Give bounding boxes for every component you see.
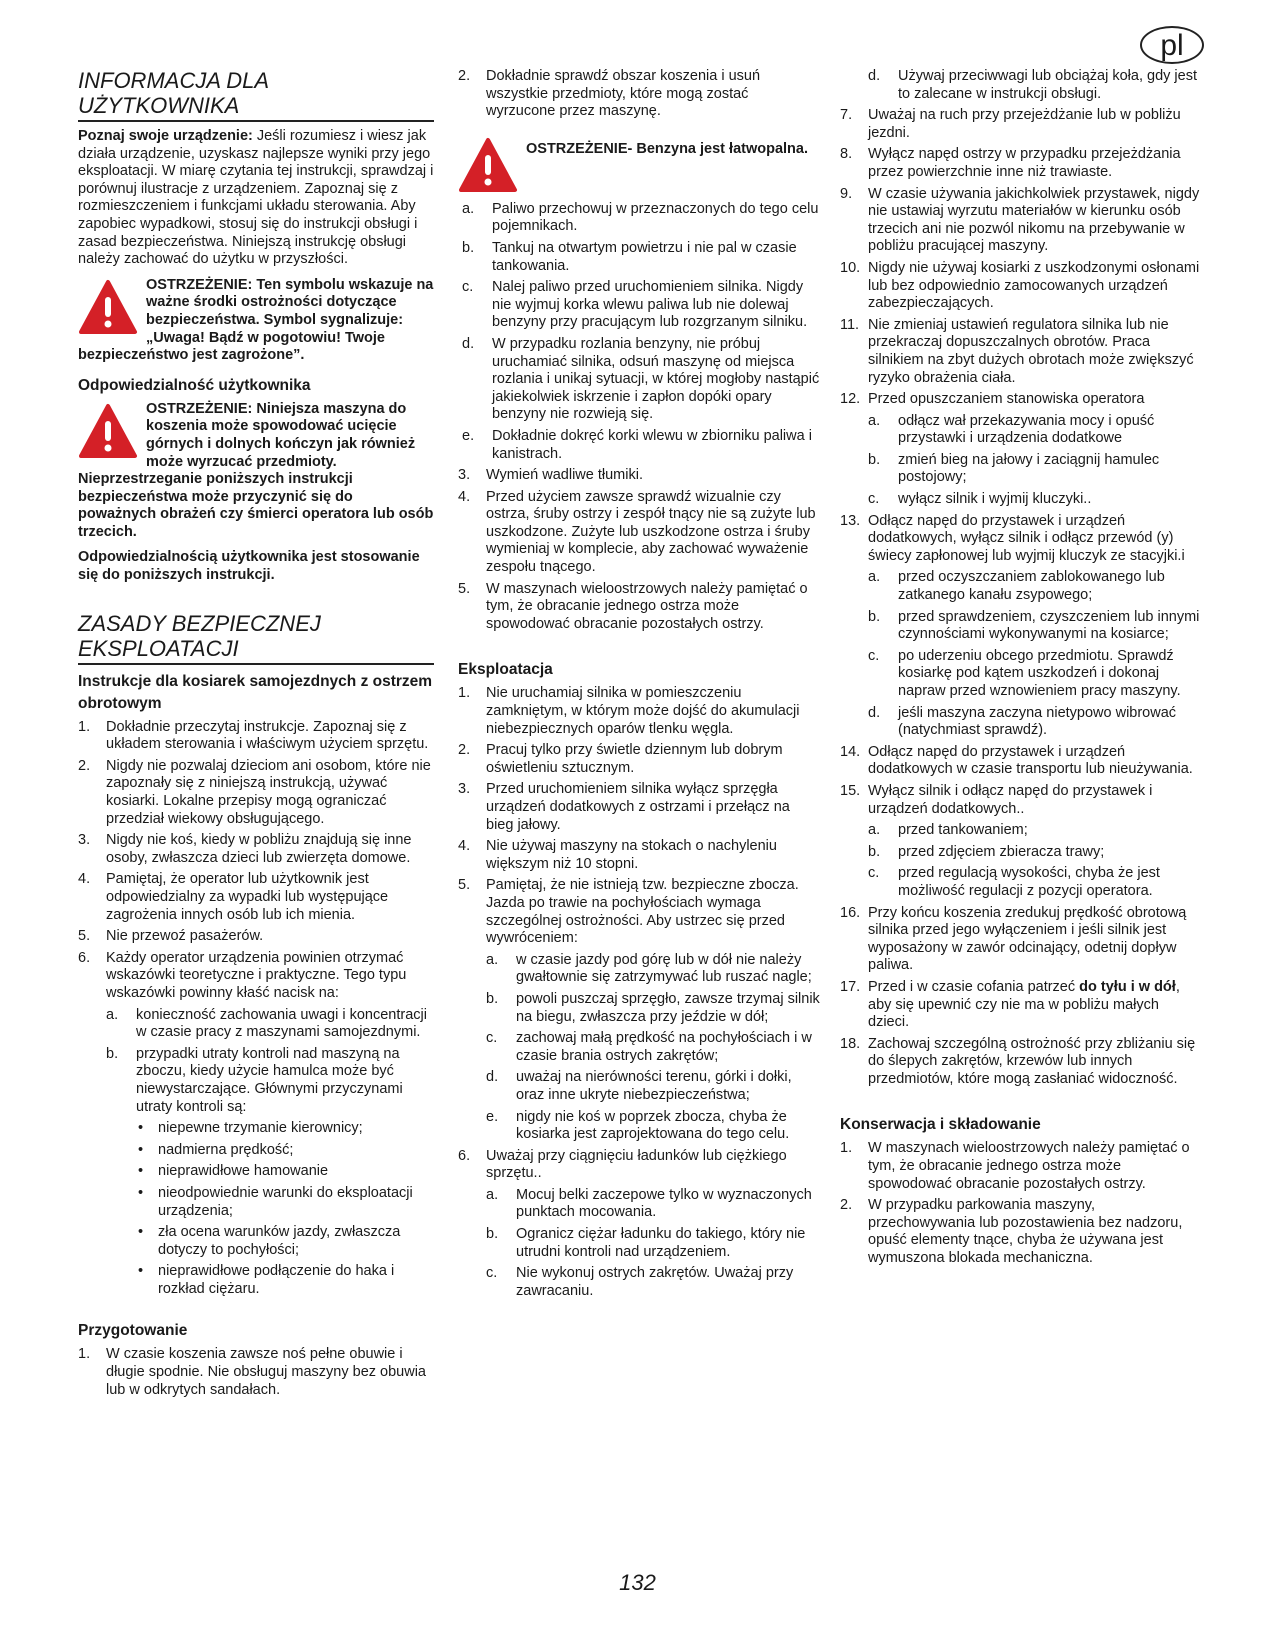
item-text: konieczność zachowania uwagi i koncentracji w czasie pracy z maszynami samojezdnymi. — [136, 1006, 427, 1041]
item-letter: b. — [106, 1045, 119, 1062]
item-letter: b. — [868, 843, 881, 860]
item-text: Pamiętaj, że operator lub użytkownik jest odpowiedzialny za wypadki lub występujące zagrożenia innych osób lub ich mienia. — [106, 871, 389, 923]
item-text: Pamiętaj, że nie istnieją tzw. bezpieczne zbocza. Jazda po trawie na pochyłościach wymaga szczególnej ostrożności. Aby ustrzec się przed wywróceniem: — [486, 877, 799, 947]
item-number: 4. — [458, 838, 471, 855]
list-item — [458, 838, 820, 873]
item-text: Nie przewoź pasażerów. — [106, 928, 264, 945]
item-text: wyłącz silnik i wyjmij kluczyki.. — [898, 491, 1092, 508]
title-line-2: UŻYTKOWNIKA — [78, 93, 240, 118]
item-text: przypadki utraty kontroli nad maszyną na zboczu, kiedy użycie hamulca może być niewystarczające. Głównymi przyczynami utraty kontroli są: — [136, 1045, 403, 1115]
item-letter: e. — [486, 1108, 499, 1125]
item-text: Odłącz napęd do przystawek i urządzeń dodatkowych w czasie transportu lub nieużywania. — [868, 743, 1193, 778]
item-number: 10. — [840, 259, 861, 276]
bullet-item: • nadmierna prędkość; — [136, 1142, 434, 1160]
sub-list — [868, 822, 1202, 900]
list-item — [458, 685, 820, 738]
list-item — [840, 317, 1202, 387]
sub-item — [106, 1046, 434, 1299]
sub-item — [486, 1109, 820, 1144]
item-text: Nie wykonuj ostrych zakrętów. Uważaj przy zawracaniu. — [516, 1265, 794, 1299]
warning-icon — [78, 279, 138, 335]
item-text: Przed użyciem zawsze sprawdź wizualnie czy ostrza, śruby ostrzy i zespół tnący nie są zużyte lub uszkodzone. Zużyte lub uszkodzone ostrza i śruby wymieniaj w komplecie, aby zachować wyważenie zespołu tnącego. — [486, 488, 816, 576]
warning-text: OSTRZEŻENIE: Niniejsza maszyna do koszenia może spowodować ucięcie górnych i dolnych kończyn jak również może wyrzucać przedmioty. Nieprzestrzeganie poniższych instrukcji bezpieczeństwa może przyczynić się do poważnych obrażeń czy śmierci operatora lub osób trzecich. — [78, 400, 434, 540]
instruction-list — [78, 719, 434, 1299]
item-text-bold: do tyłu i w dół — [1079, 978, 1176, 995]
item-text: przed zdjęciem zbieracza trawy; — [898, 843, 1105, 860]
item-text: W czasie używania jakichkolwiek przystawek, nigdy nie ustawiaj wyrzutu materiałów w kierunku osób trzecich ani nie pozwól nikomu na przebywanie w pobliżu pracującej maszyny. — [868, 185, 1200, 255]
page-number: 132 — [619, 1570, 656, 1595]
item-text: uważaj na nierówności terenu, górki i dołki, oraz inne ukryte niebezpieczeństwa; — [516, 1069, 792, 1103]
item-number: 1. — [458, 685, 471, 702]
item-text: Dokładnie sprawdź obszar koszenia i usuń wszystkie przedmioty, które mogą zostać wyrzucone przez maszynę. — [486, 68, 761, 120]
bullet-item: • nieprawidłowe podłączenie do haka i rozkład ciężaru. — [136, 1263, 434, 1298]
item-number: 2. — [458, 68, 471, 84]
list-item — [458, 877, 820, 1143]
item-text: Nie uruchamiaj silnika w pomieszczeniu zamkniętym, w którym może dojść do akumulacji niebezpiecznych oparów tlenku węgla. — [486, 685, 800, 737]
item-number: 18. — [840, 1035, 861, 1052]
sub-item — [868, 491, 1202, 509]
item-number: 3. — [458, 467, 471, 484]
item-letter: b. — [868, 608, 881, 625]
item-text: zmień bieg na jałowy i zaciągnij hamulec postojowy; — [898, 451, 1160, 486]
sub-list — [486, 1187, 820, 1301]
sub-item — [868, 68, 1202, 103]
item-number: 14. — [840, 743, 861, 760]
item-text: zachowaj małą prędkość na pochyłościach i w czasie brania ostrych zakrętów; — [516, 1030, 812, 1064]
sub-list — [486, 952, 820, 1144]
item-number: 4. — [78, 871, 91, 888]
title-line-2: EKSPLOATACJI — [78, 635, 239, 661]
sub-item — [486, 1226, 820, 1261]
item-letter: a. — [486, 1186, 499, 1203]
item-number: 1. — [78, 718, 91, 735]
bullet-item: • nieprawidłowe hamowanie — [136, 1163, 434, 1181]
item-number: 1. — [840, 1140, 853, 1157]
item-text: Pracuj tylko przy świetle dziennym lub dobrym oświetleniu sztucznym. — [486, 742, 783, 776]
sub-item — [486, 1069, 820, 1104]
item-text: Paliwo przechowuj w przeznaczonych do tego celu pojemnikach. — [492, 200, 819, 235]
item-text: nigdy nie koś w poprzek zbocza, chyba że kosiarka jest zaprojektowana do tego celu. — [516, 1108, 790, 1143]
sub-item — [486, 952, 820, 987]
item-letter: a. — [868, 822, 881, 839]
item-text: Przed uruchomieniem silnika wyłącz sprzęgła urządzeń dodatkowych z ostrzami i przełącz na bieg jałowy. — [486, 781, 790, 833]
sub-item — [106, 1007, 434, 1042]
item-letter: d. — [462, 335, 475, 352]
title-line-1: INFORMACJA DLA — [78, 68, 270, 93]
item-letter: b. — [462, 239, 475, 256]
item-text: W maszynach wieloostrzowych należy pamiętać o tym, że obracanie jednego ostrza może spowodować obracanie pozostałych ostrzy. — [486, 580, 808, 632]
item-text: przed sprawdzeniem, czyszczeniem lub innymi czynnościami wykonywanymi na kosiarce; — [898, 608, 1200, 643]
list-item — [840, 391, 1202, 509]
warning-text: OSTRZEŻENIE: Ten symbolu wskazuje na ważne środki ostrożności dotyczące bezpieczeństwa. Symbol sygnalizuje: „Uwaga! Bądź w pogotowiu! Twoje bezpieczeństwo jest zagrożone”. — [78, 276, 434, 364]
list-item — [78, 928, 434, 946]
item-letter: d. — [868, 68, 881, 84]
sub-item — [486, 991, 820, 1026]
column-3 — [840, 68, 1202, 1272]
warning-block-mower — [78, 401, 434, 542]
heading-mower-instructions: Instrukcje dla kosiarek samojezdnych z ostrzem obrotowym — [78, 672, 433, 712]
item-letter: a. — [462, 200, 475, 217]
bullet-item: • niepewne trzymanie kierownicy; — [136, 1120, 434, 1138]
section-title-user-info — [78, 68, 434, 122]
item-letter: c. — [868, 491, 880, 508]
maintenance-list — [840, 1140, 1202, 1267]
item-text: Wyłącz silnik i odłącz napęd do przystawek i urządzeń dodatkowych.. — [868, 782, 1153, 817]
preparation-list — [78, 1346, 434, 1399]
item-text: Nalej paliwo przed uruchomieniem silnika. Nigdy nie wyjmuj korka wlewu paliwa lub nie dolewaj benzyny przy pracującym lub rozgrzanym silniku. — [492, 279, 808, 331]
list-item — [458, 467, 820, 485]
item-number: 16. — [840, 904, 861, 921]
item-number: 15. — [840, 782, 861, 799]
item-text: Każdy operator urządzenia powinien otrzymać wskazówki teoretyczne i praktyczne. Tego typu wskazówki powinny kłaść nacisk na: — [106, 949, 407, 1001]
sub-item — [868, 705, 1202, 740]
sub-item — [462, 240, 820, 275]
item-letter: e. — [462, 427, 475, 444]
list-item — [840, 260, 1202, 313]
item-number: 5. — [78, 928, 91, 945]
sub-item — [486, 1030, 820, 1065]
item-number: 11. — [840, 316, 860, 333]
intro-paragraph — [78, 128, 434, 269]
list-item — [78, 1346, 434, 1399]
item-text: jeśli maszyna zaczyna nietypowo wibrować (natychmiast sprawdź). — [898, 704, 1177, 739]
intro-text: Jeśli rozumiesz i wiesz jak działa urządzenie, uzyskasz najlepsze wyniki przy jego eksploatacji. W miarę czytania tej instrukcji, sprawdzaj i porównuj ilustracje z urządzeniem. Zapoznaj się z rozmieszczeniem i funkcjami układu sterowania. Aby zapobiec wypadkowi, stosuj się do instrukcji obsługi i zasad bezpieczeństwa. Niniejszą instrukcję obsługi należy zachować do użytku w przyszłości. — [78, 128, 434, 268]
item-text: , aby się upewnić czy nie ma w pobliżu małych dzieci. — [868, 978, 1180, 1031]
list-item — [458, 489, 820, 577]
title-line-1: ZASADY BEZPIECZNEJ — [78, 610, 321, 636]
item-number: 2. — [458, 742, 471, 759]
sub-item — [462, 428, 820, 463]
item-letter: c. — [868, 647, 880, 664]
list-item — [458, 68, 820, 121]
item-number: 12. — [840, 391, 861, 408]
item-text: Przed opuszczaniem stanowiska operatora — [868, 391, 1145, 408]
item-text: Nigdy nie używaj kosiarki z uszkodzonymi osłonami lub bez odpowiednio zamocowanych urządzeń zabezpieczających. — [868, 259, 1200, 312]
sub-list-cont — [868, 68, 1202, 103]
item-letter: d. — [486, 1069, 499, 1086]
item-letter: c. — [486, 1265, 498, 1282]
warning-icon — [458, 137, 518, 193]
list-item — [840, 107, 1202, 142]
operation-list — [458, 685, 820, 1300]
item-number: 8. — [840, 146, 853, 163]
item-letter: a. — [106, 1006, 119, 1023]
item-number: 6. — [78, 949, 91, 966]
item-text: Nigdy nie koś, kiedy w pobliżu znajdują się inne osoby, zwłaszcza dzieci lub zwierzęta domowe. — [106, 832, 412, 866]
item-letter: b. — [868, 451, 881, 468]
item-letter: a. — [868, 569, 881, 586]
item-number: 5. — [458, 580, 471, 597]
item-letter: c. — [462, 279, 474, 296]
item-text: Przy końcu koszenia zredukuj prędkość obrotową silnika przed jego wyłączeniem i jeśli silnik jest wyposażony w zawór odcinający, odetnij dopływ paliwa. — [868, 904, 1187, 974]
item-text: przed oczyszczaniem zablokowanego lub zatkanego kanału zsypowego; — [898, 569, 1165, 604]
warning-text: OSTRZEŻENIE- Benzyna jest łatwopalna. — [526, 140, 808, 157]
item-text: odłącz wał przekazywania mocy i opuść przystawki i urządzenia dodatkowe — [898, 412, 1155, 447]
list-item — [458, 781, 820, 834]
list-item — [840, 905, 1202, 975]
heading-user-responsibility: Odpowiedzialność użytkownika — [78, 376, 311, 394]
item-letter: b. — [486, 1226, 499, 1243]
item-text: W przypadku parkowania maszyny, przechowywania lub pozostawienia bez nadzoru, opuść elementy tnące, chyba że używana jest wymuszona blokada mechaniczna. — [868, 1197, 1183, 1267]
item-text: przed regulacją wysokości, chyba że jest możliwość regulacji z pozycji operatora. — [898, 865, 1160, 899]
fuel-list — [462, 201, 820, 463]
list-item — [840, 1197, 1202, 1267]
item-number: 3. — [78, 832, 91, 849]
list-item — [78, 871, 434, 924]
item-text: W przypadku rozlania benzyny, nie próbuj uruchamiać silnika, odsuń maszynę od miejsca rozlania i unikaj sytuacji, w której mogłoby nastąpić jakiekolwiek iskrzenie i zapłon dopóki opary benzyny nie rozwieją się. — [492, 335, 820, 423]
list-item — [840, 513, 1202, 740]
item-number: 17. — [840, 978, 861, 995]
item-number: 7. — [840, 107, 853, 124]
section-title-safety-rules — [78, 611, 434, 665]
item-text: przed tankowaniem; — [898, 822, 1028, 839]
item-text: Mocuj belki zaczepowe tylko w wyznaczonych punktach mocowania. — [516, 1186, 812, 1221]
bullet-item: • nieodpowiednie warunki do eksploatacji urządzenia; — [136, 1185, 434, 1220]
warning-block-fuel — [458, 135, 820, 193]
list-item — [840, 783, 1202, 901]
item-number: 13. — [840, 512, 861, 529]
list-item — [840, 979, 1202, 1032]
sub-item — [868, 569, 1202, 604]
item-text: w czasie jazdy pod górę lub w dół nie należy gwałtownie się zatrzymywać lub ruszać nagle; — [516, 951, 812, 986]
item-number: 6. — [458, 1147, 471, 1164]
list-item — [840, 146, 1202, 181]
item-number: 4. — [458, 488, 471, 505]
heading-maintenance: Konserwacja i składowanie — [840, 1116, 1041, 1134]
column-1 — [78, 68, 434, 1403]
warning-icon — [78, 403, 138, 459]
sub-item — [868, 452, 1202, 487]
list-item — [78, 832, 434, 867]
item-number: 5. — [458, 877, 471, 894]
item-text: po uderzeniu obcego przedmiotu. Sprawdź kosiarkę pod kątem uszkodzeń i dokonaj napraw przed wznowieniem pracy maszyny. — [898, 647, 1181, 699]
sub-item — [868, 865, 1202, 900]
operation-list-cont — [840, 107, 1202, 1088]
sub-item — [868, 413, 1202, 448]
item-text: Nigdy nie pozwalaj dzieciom ani osobom, które nie zapoznały się z niniejszą instrukcją, używać kosiarki. Lokalne przepisy mogą ograniczać przedział wiekowy obsługującego. — [106, 757, 431, 827]
item-number: 9. — [840, 185, 853, 202]
list-item — [840, 186, 1202, 256]
item-text: Zachowaj szczególną ostrożność przy zbliżaniu się do ślepych zakrętów, krzewów lub innych przedmiotów, które mogą zasłaniać widoczność. — [868, 1035, 1196, 1087]
sub-item — [486, 1265, 820, 1300]
sub-item — [868, 822, 1202, 840]
list-item — [458, 1148, 820, 1301]
item-text: Tankuj na otwartym powietrzu i nie pal w czasie tankowania. — [492, 239, 797, 274]
heading-preparation: Przygotowanie — [78, 1322, 188, 1340]
sub-item — [486, 1187, 820, 1222]
item-text: Nie zmieniaj ustawień regulatora silnika lub nie przekraczaj dopuszczalnych obrotów. Praca silnikiem na zbyt dużych obrotach może zwiększyć ryzyko obrażenia ciała. — [868, 316, 1194, 386]
item-number: 1. — [78, 1346, 91, 1363]
sub-item — [868, 844, 1202, 862]
heading-operation: Eksploatacja — [458, 661, 553, 679]
item-text: Przed i w czasie cofania patrzeć — [868, 978, 1080, 995]
item-number: 3. — [458, 781, 471, 798]
item-text: Wymień wadliwe tłumiki. — [486, 467, 643, 484]
item-letter: a. — [868, 412, 881, 429]
item-letter: a. — [486, 951, 499, 968]
list-item — [458, 742, 820, 777]
item-text: Uważaj na ruch przy przejeżdżanie lub w pobliżu jezdni. — [868, 107, 1181, 141]
item-number: 2. — [78, 757, 91, 774]
item-text: Używaj przeciwwagi lub obciążaj koła, gdy jest to zalecane w instrukcji obsługi. — [898, 68, 1197, 102]
list-item — [840, 1036, 1202, 1089]
sub-item — [868, 648, 1202, 701]
warning-block-symbol — [78, 277, 434, 365]
item-text: Dokładnie dokręć korki wlewu w zbiorniku paliwa i kanistrach. — [492, 427, 812, 462]
list-item — [78, 719, 434, 754]
sub-list — [868, 413, 1202, 509]
sub-item — [462, 201, 820, 236]
item-text: Nie używaj maszyny na stokach o nachyleniu większym niż 10 stopni. — [486, 838, 777, 872]
language-badge: pl — [1140, 26, 1204, 64]
item-letter: b. — [486, 990, 499, 1007]
item-text: Ogranicz ciężar ładunku do takiego, który nie utrudni kontroli nad urządzeniem. — [516, 1226, 806, 1260]
item-text: powoli puszczaj sprzęgło, zawsze trzymaj silnik na biegu, zwłaszcza przy jeździe w dół; — [516, 990, 820, 1025]
item-text: W maszynach wieloostrzowych należy pamiętać o tym, że obracanie jednego ostrza może spowodować obracanie pozostałych ostrzy. — [868, 1140, 1190, 1192]
item-number: 2. — [840, 1197, 853, 1214]
responsibility-text: Odpowiedzialnością użytkownika jest stosowanie się do poniższych instrukcji. — [78, 549, 420, 584]
intro-bold: Poznaj swoje urządzenie: — [78, 128, 253, 144]
preparation-list-rest — [458, 467, 820, 633]
list-item — [458, 581, 820, 634]
sub-item — [462, 279, 820, 332]
preparation-list-cont — [458, 68, 820, 121]
bullet-item: • zła ocena warunków jazdy, zwłaszcza dotyczy to pochyłości; — [136, 1224, 434, 1259]
list-item — [78, 758, 434, 828]
item-text: W czasie koszenia zawsze noś pełne obuwie i długie spodnie. Nie obsługuj maszyny bez obuwia lub w odkrytych sandałach. — [106, 1346, 426, 1398]
item-letter: c. — [868, 865, 880, 882]
column-2 — [458, 68, 820, 1304]
sub-list — [106, 1007, 434, 1299]
item-text: Odłącz napęd do przystawek i urządzeń dodatkowych, wyłącz silnik i odłącz przewód (y) świecy zapłonowej lub wyjmij kluczyk ze stacyjki.i — [868, 512, 1185, 564]
list-item — [840, 744, 1202, 779]
item-letter: c. — [486, 1030, 498, 1047]
bullet-list — [136, 1120, 434, 1298]
item-letter: d. — [868, 704, 881, 721]
list-item — [78, 950, 434, 1299]
sub-item — [462, 336, 820, 424]
item-text: Wyłącz napęd ostrzy w przypadku przejeżdżania przez powierzchnie inne niż trawiaste. — [868, 146, 1181, 180]
sub-list — [868, 569, 1202, 739]
sub-item — [868, 609, 1202, 644]
list-item — [840, 1140, 1202, 1193]
item-text: Dokładnie przeczytaj instrukcje. Zapoznaj się z układem sterowania i właściwym użyciem sprzętu. — [106, 718, 429, 753]
item-text: Uważaj przy ciągnięciu ładunków lub ciężkiego sprzętu.. — [486, 1147, 787, 1182]
